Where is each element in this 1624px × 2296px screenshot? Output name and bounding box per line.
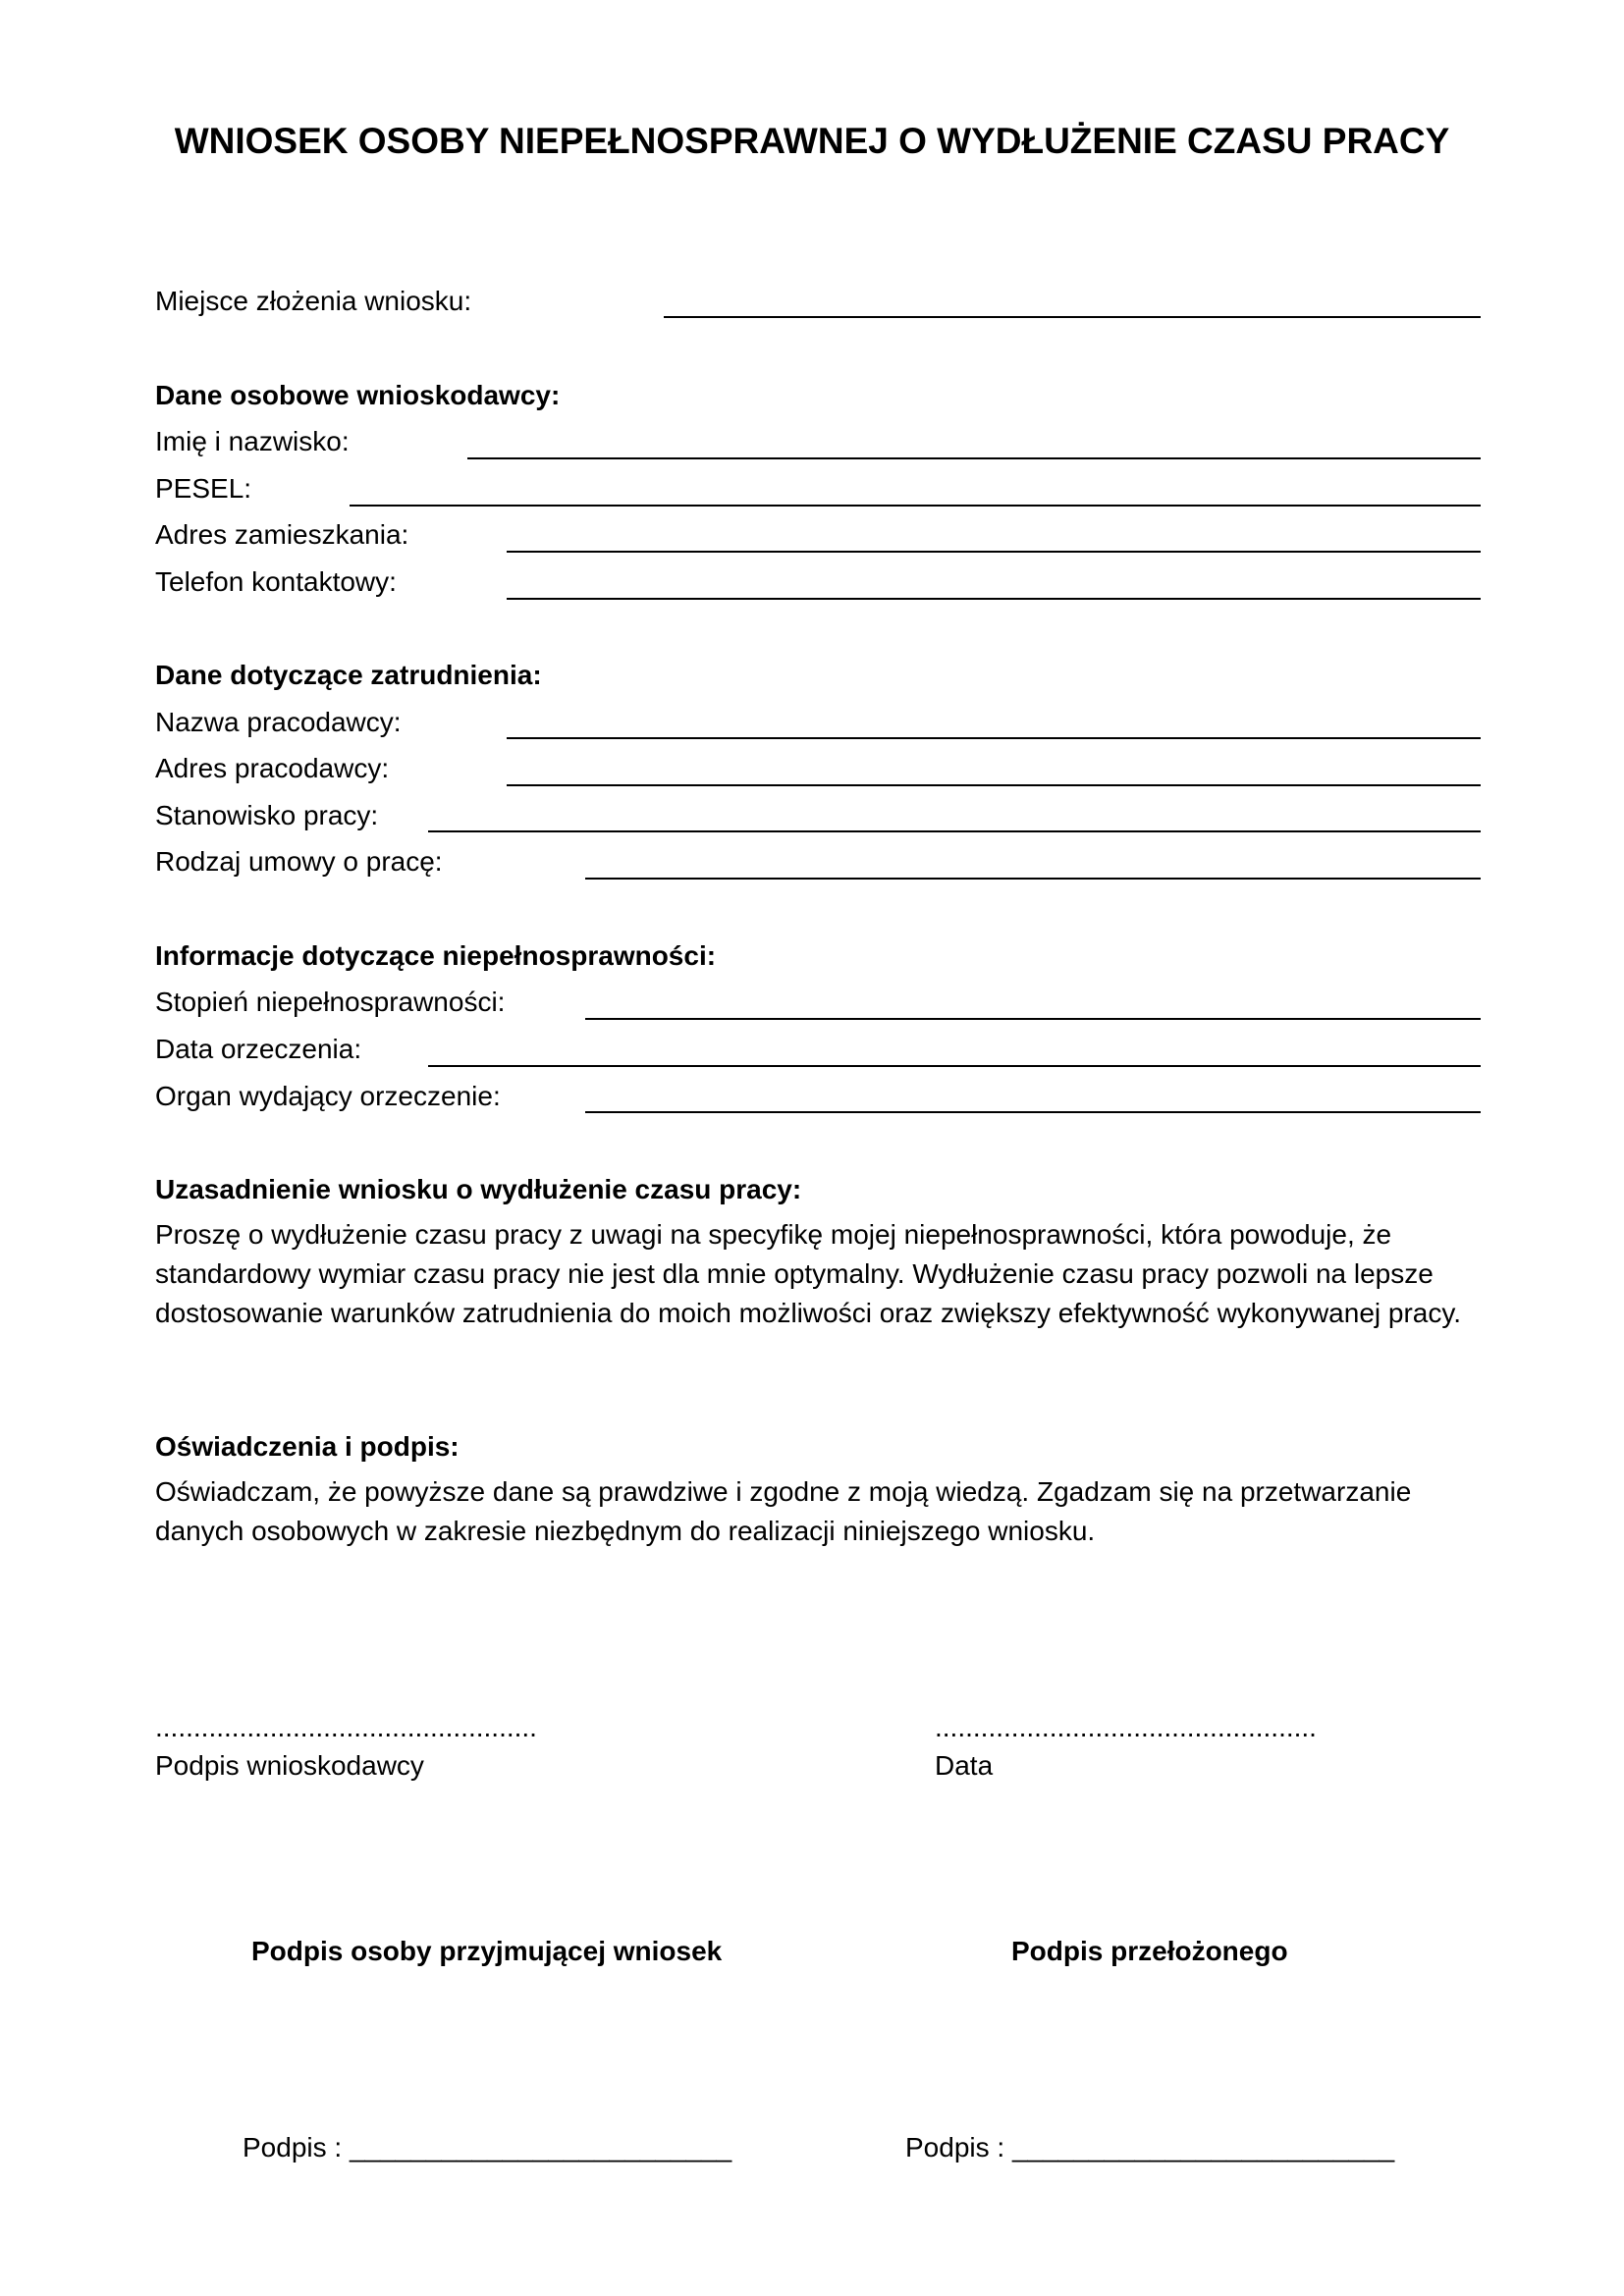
home-address-label: Adres zamieszkania: — [155, 519, 409, 550]
decision-date-line[interactable] — [428, 1065, 1481, 1067]
justification-heading: Uzasadnienie wniosku o wydłużenie czasu pracy: — [155, 1174, 802, 1204]
receiver-signature-heading: Podpis osoby przyjmującej wniosek — [251, 1936, 723, 1966]
phone-label: Telefon kontaktowy: — [155, 566, 397, 597]
employment-heading: Dane dotyczące zatrudnienia: — [155, 660, 542, 690]
issuing-authority-label: Organ wydający orzeczenie: — [155, 1081, 501, 1111]
full-name-label: Imię i nazwisko: — [155, 426, 350, 456]
applicant-signature-dots: .................................................. — [155, 1712, 537, 1742]
date-label: Data — [935, 1750, 994, 1781]
receiver-sign-line[interactable]: Podpis : _________________________ — [243, 2132, 732, 2163]
position-line[interactable] — [428, 830, 1481, 832]
position-label: Stanowisko pracy: — [155, 800, 379, 830]
employer-address-label: Adres pracodawcy: — [155, 753, 390, 783]
page-title: WNIOSEK OSOBY NIEPEŁNOSPRAWNEJ O WYDŁUŻENIE CZASU PRACY — [174, 121, 1450, 161]
employer-address-line[interactable] — [507, 784, 1481, 786]
applicant-signature-label: Podpis wnioskodawcy — [155, 1750, 424, 1781]
employer-name-line[interactable] — [507, 737, 1481, 739]
submission-place-label: Miejsce złożenia wniosku: — [155, 286, 472, 316]
home-address-line[interactable] — [507, 551, 1481, 553]
employer-name-label: Nazwa pracodawcy: — [155, 707, 402, 737]
full-name-line[interactable] — [467, 457, 1481, 459]
phone-line[interactable] — [507, 598, 1481, 600]
date-dots: .................................................. — [935, 1712, 1317, 1742]
supervisor-sign-line[interactable]: Podpis : _________________________ — [905, 2132, 1395, 2163]
disability-degree-label: Stopień niepełnosprawności: — [155, 987, 506, 1017]
justification-text: Proszę o wydłużenie czasu pracy z uwagi na specyfikę mojej niepełnosprawności, która powoduje, że standardowy wymiar czasu pracy nie jest dla mnie optymalny. Wydłużenie czasu pracy pozwoli na lepsze dostosowanie warunków zatrudnienia do moich możliwości oraz zwiększy efektywność wykonywanej pracy. — [155, 1219, 1462, 1328]
contract-type-label: Rodzaj umowy o pracę: — [155, 846, 443, 877]
submission-place-line[interactable] — [664, 316, 1481, 318]
decision-date-label: Data orzeczenia: — [155, 1034, 362, 1064]
issuing-authority-line[interactable] — [585, 1111, 1481, 1113]
declaration-text: Oświadczam, że powyższe dane są prawdziwe i zgodne z moją wiedzą. Zgadzam się na przetwarzanie danych osobowych w zakresie niezbędnym do realizacji niniejszego wniosku. — [155, 1476, 1412, 1546]
contract-type-line[interactable] — [585, 878, 1481, 880]
supervisor-signature-heading: Podpis przełożonego — [1011, 1936, 1288, 1966]
declaration-heading: Oświadczenia i podpis: — [155, 1431, 460, 1462]
personal-data-heading: Dane osobowe wnioskodawcy: — [155, 380, 561, 410]
pesel-line[interactable] — [350, 505, 1481, 507]
disability-degree-line[interactable] — [585, 1018, 1481, 1020]
disability-heading: Informacje dotyczące niepełnosprawności: — [155, 940, 717, 971]
pesel-label: PESEL: — [155, 473, 252, 504]
